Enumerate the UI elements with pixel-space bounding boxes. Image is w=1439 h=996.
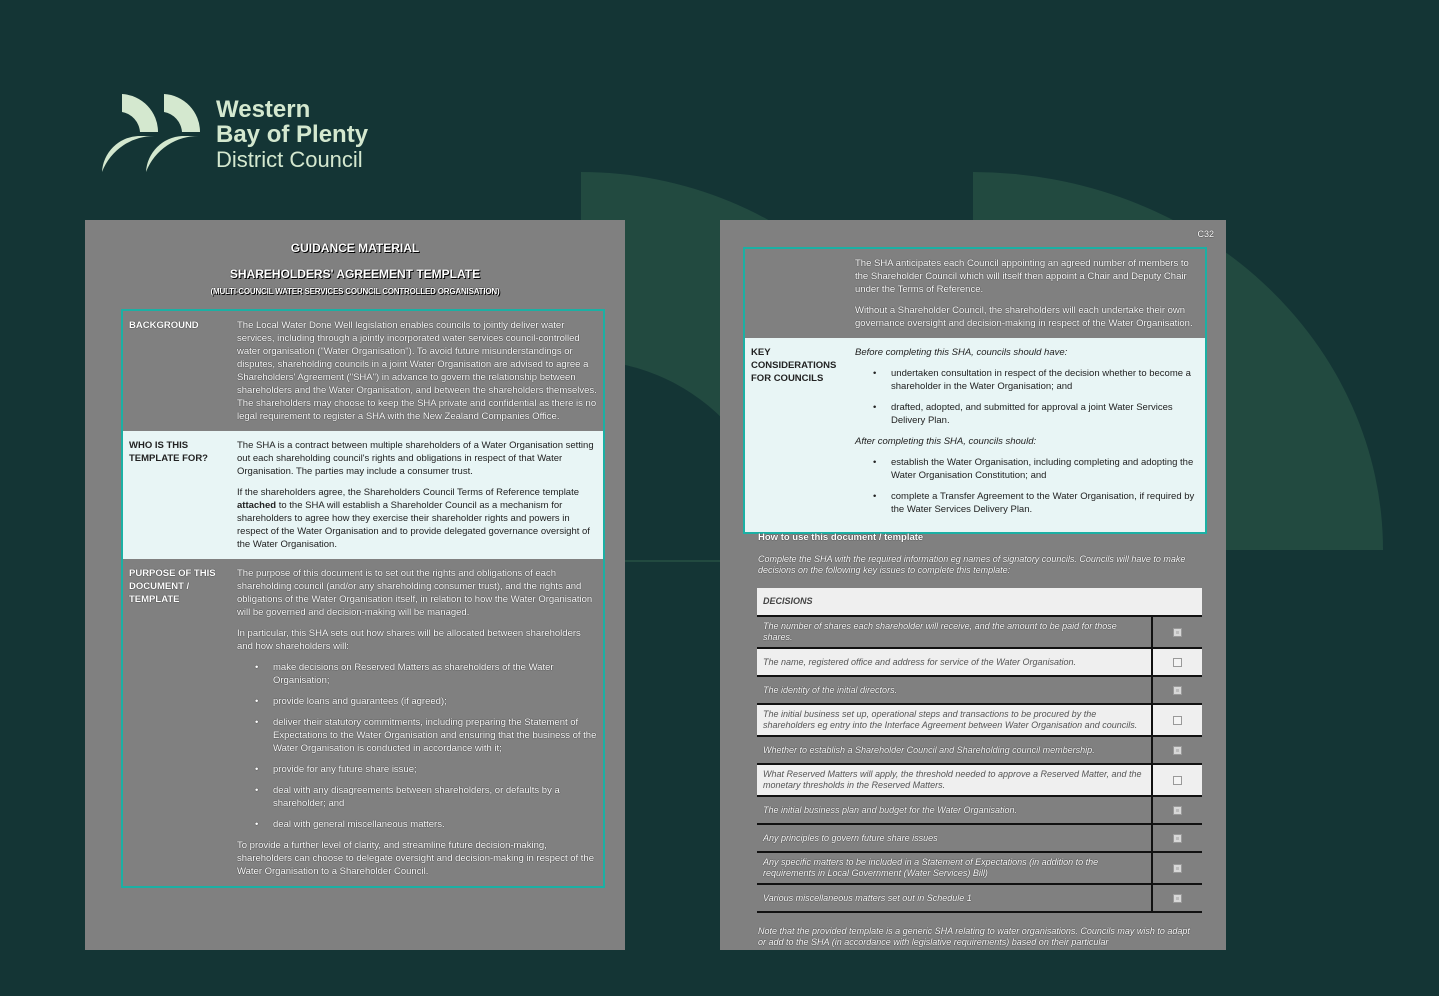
row-label: WHO IS THIS TEMPLATE FOR? xyxy=(129,440,208,464)
row-continued xyxy=(745,249,1205,338)
decision-checkbox[interactable] xyxy=(1173,716,1182,725)
table-row xyxy=(757,648,1202,676)
list-item: • provide for any future share issue; xyxy=(237,763,597,776)
decision-text: Whether to establish a Shareholder Council and Shareholding council membership. xyxy=(757,736,1152,764)
table-row xyxy=(757,824,1202,852)
row-label: BACKGROUND xyxy=(129,320,199,331)
how-to-use-section xyxy=(758,531,1198,576)
decision-text: Various miscellaneous matters set out in Schedule 1 xyxy=(757,884,1152,912)
how-to-title: How to use this document / template xyxy=(758,532,924,543)
after-bullet-list xyxy=(855,456,1199,516)
row-paragraph: In particular, this SHA sets out how shares will be allocated between shareholders and how shareholders will: xyxy=(237,628,581,652)
row-paragraph: The SHA anticipates each Council appointing an agreed number of members to the Shareholder Council which will itself then appoint a Chair and Deputy Chair under the Terms of Reference. xyxy=(855,258,1189,295)
how-to-text: Complete the SHA with the required information eg names of signatory councils. Councils will have to make decisions on the following key issues to complete this template: xyxy=(758,554,1186,575)
row-paragraph: The Local Water Done Well legislation enables councils to jointly deliver water services, including through a jointly incorporated water services council-controlled water organisation ("Water Organisation"). To avoid future misunderstandings or disputes, shareholding councils in a joint Water Organisation are advised to agree a Shareholders' Agreement ("SHA") in advance to govern the relationship between shareholders and the Water Organisation, and between the shareholders themselves. The shareholders may choose to keep the SHA private and confidential as there is no legal requirement to register a SHA with the New Zealand Companies Office. xyxy=(237,320,597,422)
row-paragraph: The purpose of this document is to set out the rights and obligations of each shareholding council (and/or any shareholding consumer trust), and the rights and obligations of the Water Organisation itself, in relation to how the Water Organisation will be governed and decision-making will be managed. xyxy=(237,568,593,618)
before-intro: Before completing this SHA, councils should have: xyxy=(855,347,1068,358)
row-paragraph: Without a Shareholder Council, the shareholders will each undertake their own governance oversight and decision-making in respect of the Water Organisation. xyxy=(855,305,1193,329)
decision-text: Any principles to govern future share issues xyxy=(757,824,1152,852)
logo-text-line3: District Council xyxy=(216,146,363,172)
document-page-right xyxy=(720,220,1226,950)
page-marker: C32 xyxy=(1197,229,1214,239)
list-item: • complete a Transfer Agreement to the Water Organisation, if required by the Water Services Delivery Plan. xyxy=(855,490,1199,516)
decision-text: What Reserved Matters will apply, the threshold needed to approve a Reserved Matter, and the monetary thresholds in the Reserved Matters. xyxy=(757,764,1152,796)
list-item: • undertaken consultation in respect of the decision whether to become a shareholder in the Water Organisation; and xyxy=(855,367,1199,393)
decision-text: The initial business set up, operational steps and transactions to be procured by the shareholders eg entry into the Interface Agreement between Water Organisation and councils. xyxy=(757,704,1152,736)
decision-checkbox[interactable] xyxy=(1173,628,1182,637)
logo-text-line2: Bay of Plenty xyxy=(216,120,369,148)
guidance-table-continued xyxy=(743,247,1207,534)
decision-checkbox[interactable] xyxy=(1173,686,1182,695)
table-row xyxy=(757,616,1202,648)
decision-checkbox[interactable] xyxy=(1173,658,1182,667)
decision-checkbox[interactable] xyxy=(1173,776,1182,785)
list-item: • deliver their statutory commitments, including preparing the Statement of Expectations to the Water Organisation and ensuring that the business of the Water Organisation is conducted in accordance with it; xyxy=(237,716,597,755)
table-row xyxy=(757,676,1202,704)
list-item: • deal with any disagreements between shareholders, or defaults by a shareholder; and xyxy=(237,784,597,810)
table-row xyxy=(757,704,1202,736)
decisions-table xyxy=(757,588,1202,913)
list-item: • deal with general miscellaneous matters. xyxy=(237,818,597,831)
row-key-considerations xyxy=(745,338,1205,532)
decision-checkbox[interactable] xyxy=(1173,834,1182,843)
row-label-empty xyxy=(751,257,855,330)
decision-checkbox[interactable] xyxy=(1173,894,1182,903)
guidance-table xyxy=(121,309,605,888)
row-paragraph: To provide a further level of clarity, and streamline future decision-making, shareholders can choose to delegate oversight and decision-making in respect of the Water Organisation to a Shareholder Council. xyxy=(237,840,594,877)
list-item: • make decisions on Reserved Matters as shareholders of the Water Organisation; xyxy=(237,661,597,687)
after-intro: After completing this SHA, councils should: xyxy=(855,436,1037,447)
document-subtitle: (MULTI-COUNCIL WATER SERVICES COUNCIL CONTROLLED ORGANISATION) xyxy=(210,287,500,296)
council-logo xyxy=(100,94,368,174)
document-title: SHAREHOLDERS' AGREEMENT TEMPLATE xyxy=(229,267,481,281)
row-who-is-this-for xyxy=(123,431,603,559)
decision-text: The name, registered office and address for service of the Water Organisation. xyxy=(757,648,1152,676)
row-label: KEY CONSIDERATIONS FOR COUNCILS xyxy=(751,347,837,384)
table-row xyxy=(757,764,1202,796)
logo-text-line1: Western xyxy=(216,95,311,123)
decision-text: The initial business plan and budget for the Water Organisation. xyxy=(757,796,1152,824)
decision-checkbox[interactable] xyxy=(1173,806,1182,815)
row-label: PURPOSE OF THIS DOCUMENT / TEMPLATE xyxy=(129,568,216,605)
decision-checkbox[interactable] xyxy=(1173,746,1182,755)
row-background xyxy=(123,311,603,431)
before-bullet-list xyxy=(855,367,1199,427)
template-note: Note that the provided template is a generic SHA relating to water organisations. Councils may wish to adapt or add to the SHA (in accordance with legislative requirements) based on their particular xyxy=(758,926,1190,947)
table-row xyxy=(757,852,1202,884)
table-row xyxy=(757,796,1202,824)
table-row xyxy=(757,884,1202,912)
list-item: • provide loans and guarantees (if agreed); xyxy=(237,695,597,708)
row-paragraph: The SHA is a contract between multiple shareholders of a Water Organisation setting out each shareholding council's rights and obligations in respect of that Water Organisation. The parties may include a consumer trust. xyxy=(237,440,594,477)
decision-text: The number of shares each shareholder will receive, and the amount to be paid for those shares. xyxy=(757,616,1152,648)
row-purpose xyxy=(123,559,603,886)
list-item: • drafted, adopted, and submitted for approval a joint Water Services Delivery Plan. xyxy=(855,401,1199,427)
guidance-heading: GUIDANCE MATERIAL xyxy=(290,241,420,255)
decision-text: Any specific matters to be included in a Statement of Expectations (in addition to the requirements in Local Government (Water Services) Bill) xyxy=(757,852,1152,884)
decisions-header: DECISIONS xyxy=(757,588,1202,616)
logo-mark-icon xyxy=(100,94,210,174)
table-row xyxy=(757,736,1202,764)
decisions-header-row xyxy=(757,588,1202,616)
list-item: • establish the Water Organisation, including completing and adopting the Water Organisation Constitution; and xyxy=(855,456,1199,482)
row-paragraph: If the shareholders agree, the Shareholders Council Terms of Reference template attached to the SHA will establish a Shareholder Council as a mechanism for shareholders to agree how they exercise their shareholder rights and powers in respect of the Water Organisation and to provide delegated governance oversight of the Water Organisation. xyxy=(237,487,590,550)
document-page-left xyxy=(85,220,625,950)
purpose-bullet-list xyxy=(237,661,597,831)
decision-checkbox[interactable] xyxy=(1173,864,1182,873)
decision-text: The identity of the initial directors. xyxy=(757,676,1152,704)
